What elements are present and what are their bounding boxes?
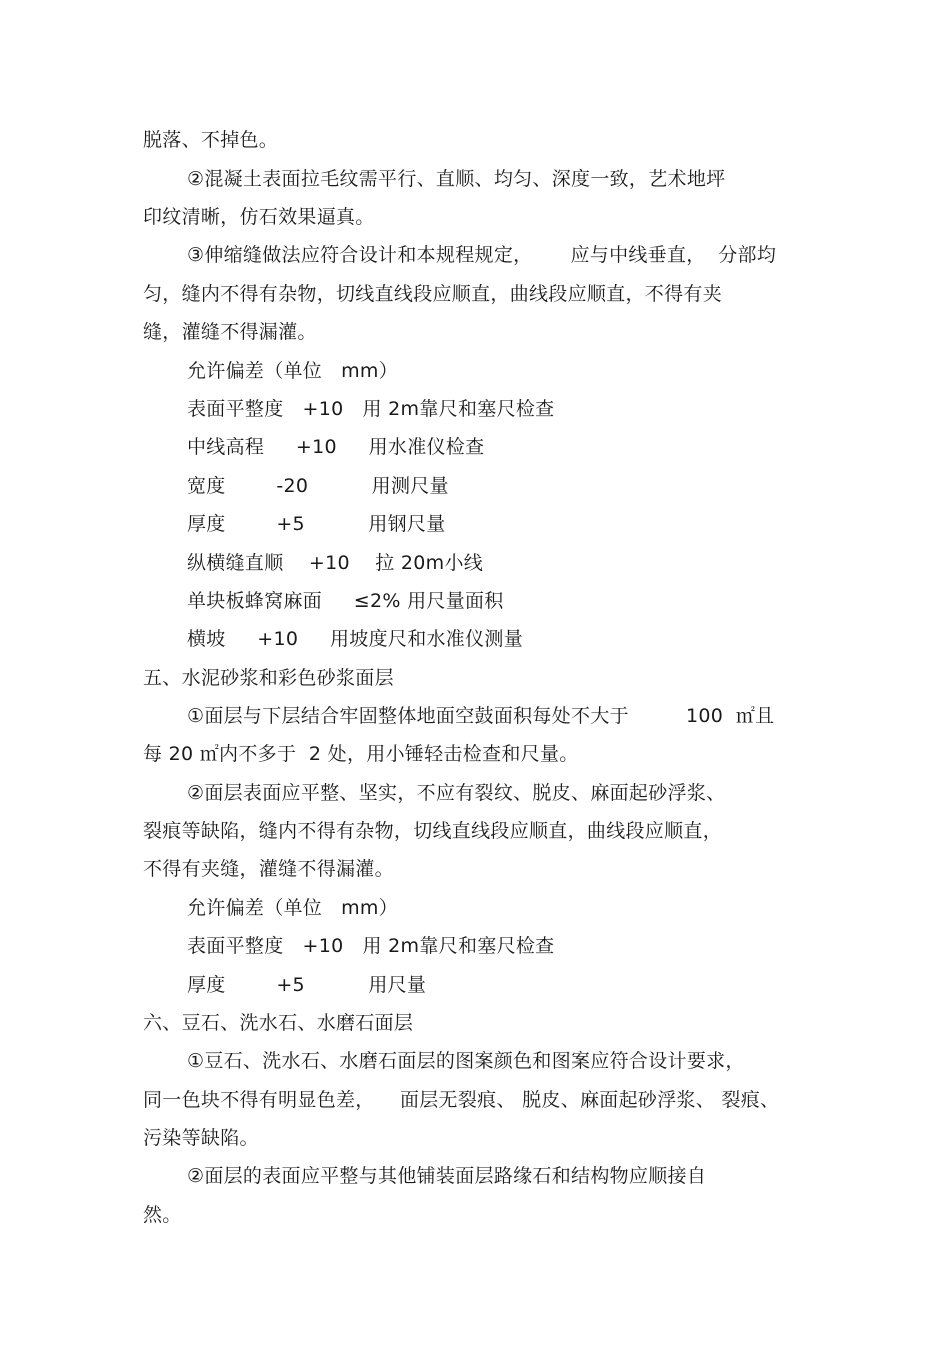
section-heading: 五、水泥砂浆和彩色砂浆面层 (143, 667, 394, 689)
text-line: 污染等缺陷。 (143, 1127, 259, 1149)
tolerance-row: 厚度 +5 用钢尺量 (187, 513, 446, 535)
text-line: 裂痕等缺陷，缝内不得有杂物，切线直线段应顺直，曲线段应顺直， (143, 820, 723, 842)
tolerance-row: 中线高程 +10 用水准仪检查 (187, 436, 485, 458)
text-line: 缝，灌缝不得漏灌。 (143, 321, 317, 343)
tolerance-row: 表面平整度 +10 用 2m靠尺和塞尺检查 (187, 935, 555, 957)
tolerance-heading: 允许偏差（单位 mm） (187, 360, 399, 382)
text-line: ②混凝土表面拉毛纹需平行、直顺、均匀、深度一致，艺术地坪 (187, 168, 726, 190)
tolerance-row: 横坡 +10 用坡度尺和水准仪测量 (187, 628, 523, 650)
text-line: ③伸缩缝做法应符合设计和本规程规定， 应与中线垂直， 分部均 (187, 244, 777, 266)
text-line: 然。 (143, 1204, 182, 1226)
tolerance-row: 表面平整度 +10 用 2m靠尺和塞尺检查 (187, 398, 555, 420)
text-line: 同一色块不得有明显色差， 面层无裂痕、 脱皮、麻面起砂浮浆、 裂痕、 (143, 1089, 780, 1111)
text-line: ①豆石、洗水石、水磨石面层的图案颜色和图案应符合设计要求， (187, 1050, 745, 1072)
tolerance-row: 纵横缝直顺 +10 拉 20m小线 (187, 552, 484, 574)
text-line: 每 20 ㎡内不多于 2 处，用小锤轻击检查和尺量。 (143, 743, 579, 765)
text-line: 匀，缝内不得有杂物，切线直线段应顺直，曲线段应顺直，不得有夹 (143, 283, 723, 305)
tolerance-row: 厚度 +5 用尺量 (187, 974, 427, 996)
section-heading: 六、豆石、洗水石、水磨石面层 (143, 1012, 414, 1034)
tolerance-row: 单块板蜂窝麻面 ≤2% 用尺量面积 (187, 590, 504, 612)
tolerance-heading: 允许偏差（单位 mm） (187, 897, 399, 919)
text-line: 印纹清晰，仿石效果逼真。 (143, 206, 375, 228)
tolerance-row: 宽度 -20 用测尺量 (187, 475, 449, 497)
text-line: ②面层的表面应平整与其他铺装面层路缘石和结构物应顺接自 (187, 1165, 707, 1187)
text-line: ②面层表面应平整、坚实，不应有裂纹、脱皮、麻面起砂浮浆、 (187, 782, 726, 804)
text-line: 脱落、不掉色。 (143, 129, 279, 151)
text-line: ①面层与下层结合牢固整体地面空鼓面积每处不大于 100 ㎡且 (187, 705, 775, 727)
text-line: 不得有夹缝，灌缝不得漏灌。 (143, 858, 394, 880)
